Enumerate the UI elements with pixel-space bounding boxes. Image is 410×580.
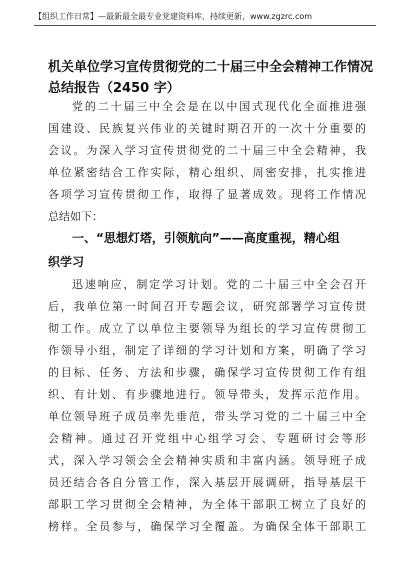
title-line: 总结报告（2450 字） xyxy=(48,81,180,96)
text-line: 会议。为深入学习宣传贯彻党的二十届三中全会精神，我 xyxy=(48,144,366,157)
text-line: 式，深入学习领会全会精神实质和丰富内涵。领导班子成 xyxy=(48,454,366,467)
text-line: 的目标、任务、方法和步骤，确保学习宣传贯彻工作有组 xyxy=(48,366,366,379)
heading-line: 一、“思想灯塔，引领航向”——高度重视，精心组 xyxy=(72,231,340,245)
page-header xyxy=(34,8,376,30)
header-divider xyxy=(34,25,376,26)
section-heading xyxy=(48,226,366,274)
text-line: 员还结合各自分管工作，深入基层开展调研，指导基层干 xyxy=(48,476,366,489)
header-text: 【组织工作日常】—最新最全最专业党建资料库，持续更新，www.zgzrc.com xyxy=(34,12,313,21)
text-line: 后，我单位第一时间召开专题会议，研究部署学习宣传贯 xyxy=(48,300,366,313)
text-line: 会精神。通过召开党组中心组学习会、专题研讨会等形 xyxy=(48,432,366,445)
text-line: 作领导小组，制定了详细的学习计划和方案，明确了学习 xyxy=(48,344,366,357)
text-line: 单位紧密结合工作实际，精心组织、周密安排，扎实推进 xyxy=(48,166,366,179)
text-line: 榜样。全员参与，确保学习全覆盖。为确保全体干部职工 xyxy=(48,520,366,533)
section-paragraph xyxy=(48,274,366,538)
intro-paragraph xyxy=(48,96,366,228)
text-line: 国建设、民族复兴伟业的关键时期召开的一次十分重要的 xyxy=(48,122,366,135)
document-title xyxy=(48,57,374,99)
text-line: 总结如下： xyxy=(48,210,103,223)
heading-line: 织学习 xyxy=(48,255,85,269)
text-line: 党的二十届三中全会是在以中国式现代化全面推进强 xyxy=(72,100,366,113)
text-line: 织、有计划、有步骤地进行。领导带头，发挥示范作用。 xyxy=(48,388,366,401)
text-line: 迅速响应，制定学习计划。党的二十届三中全会召开 xyxy=(72,278,366,291)
title-line: 机关单位学习宣传贯彻党的二十届三中全会精神工作情况 xyxy=(48,60,374,75)
text-line: 各项学习宣传贯彻工作，取得了显著成效。现将工作情况 xyxy=(48,188,366,201)
text-line: 彻工作。成立了以单位主要领导为组长的学习宣传贯彻工 xyxy=(48,322,366,335)
text-line: 部职工学习贯彻全会精神，为全体干部职工树立了良好的 xyxy=(48,498,366,511)
text-line: 单位领导班子成员率先垂范，带头学习党的二十届三中全 xyxy=(48,410,366,423)
